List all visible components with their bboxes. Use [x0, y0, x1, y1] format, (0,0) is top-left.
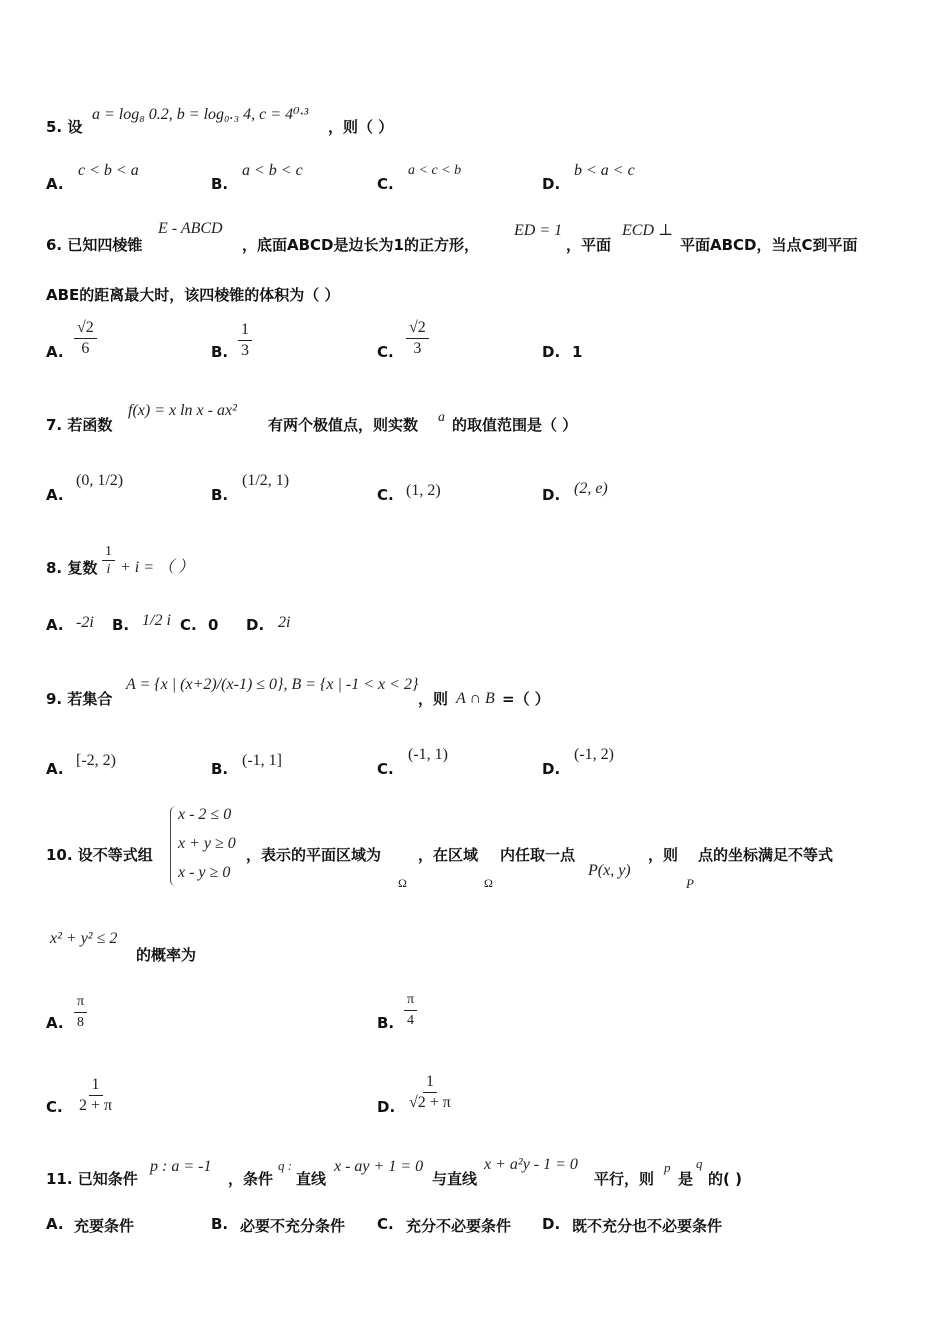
q8-option-d-value: 2i: [278, 614, 291, 631]
q11-option-d-label: D.: [542, 1215, 561, 1233]
q11-formula-3: x - ay + 1 = 0: [334, 1158, 424, 1175]
q8-option-c-label: C.: [180, 616, 197, 634]
q11-option-c-value: 充分不必要条件: [406, 1217, 512, 1235]
q9-stem-prefix: 9. 若集合: [46, 690, 113, 708]
q10-option-a-fraction: [74, 992, 87, 1033]
q11-text-5: 平行，则: [594, 1170, 655, 1188]
q10-system-line-2: x + y ≥ 0: [178, 835, 236, 852]
q7-var: a: [438, 410, 445, 425]
q7-option-b-value: (1/2, 1): [242, 472, 290, 489]
q10-option-d-label: D.: [377, 1098, 396, 1116]
q10-option-d-den: √2 + π: [409, 1094, 451, 1111]
q7-text-3: 的取值范围是（ ）: [452, 416, 578, 434]
q5-formula: a = log₈ 0.2, b = log₀.₃ 4, c = 4⁰·³: [92, 106, 309, 123]
q6-text-2: ，底面ABCD是边长为1的正方形，: [242, 236, 479, 254]
q8-option-d-label: D.: [246, 616, 265, 634]
q9-formula: A = {x | (x+2)/(x-1) ≤ 0}, B = {x | -1 < x < 2}: [126, 676, 419, 693]
q9-option-d-value: (-1, 2): [574, 746, 614, 763]
q6-option-a-label: A.: [46, 343, 64, 361]
q10-p: P: [686, 876, 694, 891]
q7-formula: f(x) = x ln x - ax²: [128, 402, 237, 419]
q10-option-b-label: B.: [377, 1014, 395, 1032]
q6-option-b-label: B.: [211, 343, 229, 361]
q9-option-a-label: A.: [46, 760, 64, 778]
q5-option-c-value: a < c < b: [408, 163, 462, 178]
q5-option-d-label: D.: [542, 175, 561, 193]
q6-line-2: ABE的距离最大时，该四棱锥的体积为（ ）: [46, 286, 340, 304]
q10-option-c-fraction: [76, 1075, 115, 1116]
q11-stem-prefix: 11. 已知条件: [46, 1170, 138, 1188]
q6-option-a-num: √2: [74, 318, 97, 339]
q5-option-a-value: c < b < a: [78, 162, 139, 179]
q7-option-a-value: (0, 1/2): [76, 472, 124, 489]
q6-option-b-den: 3: [241, 342, 249, 359]
q5-option-b-label: B.: [211, 175, 229, 193]
q10-option-b-num: π: [404, 990, 417, 1011]
q5-option-d-value: b < a < c: [574, 162, 635, 179]
q5-option-c-label: C.: [377, 175, 394, 193]
q7-option-d-label: D.: [542, 486, 561, 504]
q6-option-a-den: 6: [81, 340, 90, 357]
q8-frac-den: i: [106, 562, 111, 577]
q9-option-b-value: (-1, 1]: [242, 752, 282, 769]
q8-option-a-value: -2i: [76, 614, 94, 631]
q11-text-6: 是: [678, 1170, 694, 1188]
q8-option-a-label: A.: [46, 616, 64, 634]
q10-option-a-den: 8: [77, 1015, 85, 1030]
q10-omega-1: Ω: [398, 876, 407, 890]
q8-formula-tail: + i = （ ）: [120, 559, 195, 576]
q6-stem-prefix: 6. 已知四棱锥: [46, 236, 143, 254]
q6-option-d-label: D.: [542, 343, 561, 361]
q6-formula-2: ED = 1: [514, 222, 563, 239]
q9-option-d-label: D.: [542, 760, 561, 778]
q11-option-b-value: 必要不充分条件: [240, 1217, 346, 1235]
q6-option-a-fraction: [74, 318, 97, 359]
q10-option-b-den: 4: [407, 1013, 415, 1028]
q11-formula-2: q :: [278, 1158, 293, 1173]
q10-option-a-num: π: [74, 992, 87, 1013]
q5-stem-suffix: ，则（ ）: [328, 118, 394, 136]
q10-option-d-fraction: [406, 1072, 454, 1113]
q11-text-4: 与直线: [432, 1170, 478, 1188]
q11-formula-4: x + a²y - 1 = 0: [484, 1156, 578, 1173]
q6-option-c-label: C.: [377, 343, 394, 361]
q7-option-c-value: (1, 2): [406, 482, 441, 499]
q7-option-c-label: C.: [377, 486, 394, 504]
q9-option-b-label: B.: [211, 760, 229, 778]
q11-text-3: 直线: [296, 1170, 327, 1188]
q10-text-3: ，在区域: [418, 846, 479, 864]
q5-stem-prefix: 5. 设: [46, 118, 83, 136]
q10-option-b-fraction: [404, 990, 417, 1031]
q10-text-2: ，表示的平面区域为: [246, 846, 382, 864]
q10-option-c-den: 2 + π: [79, 1097, 113, 1114]
q10-system-line-3: x - y ≥ 0: [178, 864, 231, 881]
q8-frac-num: 1: [102, 543, 115, 561]
q9-text-2: ，则: [418, 690, 449, 708]
q11-option-c-label: C.: [377, 1215, 394, 1233]
q7-text-2: 有两个极值点，则实数: [268, 416, 419, 434]
q5-option-b-value: a < b < c: [242, 162, 303, 179]
q11-formula-1: p : a = -1: [150, 1158, 212, 1175]
q6-text-4: 平面ABCD，当点C到平面: [680, 236, 858, 254]
q7-stem-prefix: 7. 若函数: [46, 416, 113, 434]
q11-text-2: ，条件: [228, 1170, 274, 1188]
q9-option-c-label: C.: [377, 760, 394, 778]
q9-text-3: =（ ）: [502, 690, 550, 708]
q10-inequality: x² + y² ≤ 2: [50, 930, 118, 947]
q10-option-d-num: 1: [423, 1072, 437, 1093]
q6-option-c-num: √2: [406, 318, 429, 339]
q6-option-b-fraction: [238, 320, 252, 361]
q10-text-4: 内任取一点: [500, 846, 576, 864]
q10-point: P(x, y): [588, 862, 631, 879]
q6-formula-3: ECD ⊥: [622, 222, 674, 239]
q10-option-c-label: C.: [46, 1098, 63, 1116]
q7-option-a-label: A.: [46, 486, 64, 504]
q10-text-5: ，则: [648, 846, 679, 864]
q8-option-b-label: B.: [112, 616, 130, 634]
q7-option-d-value: (2, e): [574, 480, 608, 497]
q10-system-line-1: x - 2 ≤ 0: [178, 806, 232, 823]
q10-omega-2: Ω: [484, 876, 493, 890]
q9-formula-2: A ∩ B: [456, 690, 495, 707]
q6-option-b-num: 1: [238, 320, 252, 341]
q6-option-d-value: 1: [572, 343, 583, 361]
q8-option-c-value: 0: [208, 616, 219, 634]
q11-p: p: [664, 1160, 671, 1175]
q7-option-b-label: B.: [211, 486, 229, 504]
q10-stem-prefix: 10. 设不等式组: [46, 846, 153, 864]
q9-option-a-value: [-2, 2): [76, 752, 116, 769]
q11-option-a-value: 充要条件: [74, 1217, 135, 1235]
q10-text-7: 的概率为: [136, 946, 197, 964]
q11-q: q: [696, 1156, 703, 1171]
q9-option-c-value: (-1, 1): [408, 746, 448, 763]
q5-option-a-label: A.: [46, 175, 64, 193]
q6-formula-1: E - ABCD: [158, 220, 223, 237]
q10-system-brace: [170, 806, 177, 886]
q10-option-c-num: 1: [89, 1075, 103, 1096]
q11-option-a-label: A.: [46, 1215, 64, 1233]
q6-option-c-den: 3: [413, 340, 422, 357]
q8-option-b-value: 1/2 i: [142, 612, 171, 629]
q11-text-7: 的( ): [708, 1170, 742, 1188]
q8-fraction: [102, 543, 115, 578]
q8-stem-prefix: 8. 复数: [46, 559, 98, 577]
q11-option-d-value: 既不充分也不必要条件: [572, 1217, 723, 1235]
q10-option-a-label: A.: [46, 1014, 64, 1032]
q10-text-6: 点的坐标满足不等式: [698, 846, 834, 864]
q6-option-c-fraction: [406, 318, 429, 359]
q11-option-b-label: B.: [211, 1215, 229, 1233]
q6-text-3: ，平面: [566, 236, 612, 254]
